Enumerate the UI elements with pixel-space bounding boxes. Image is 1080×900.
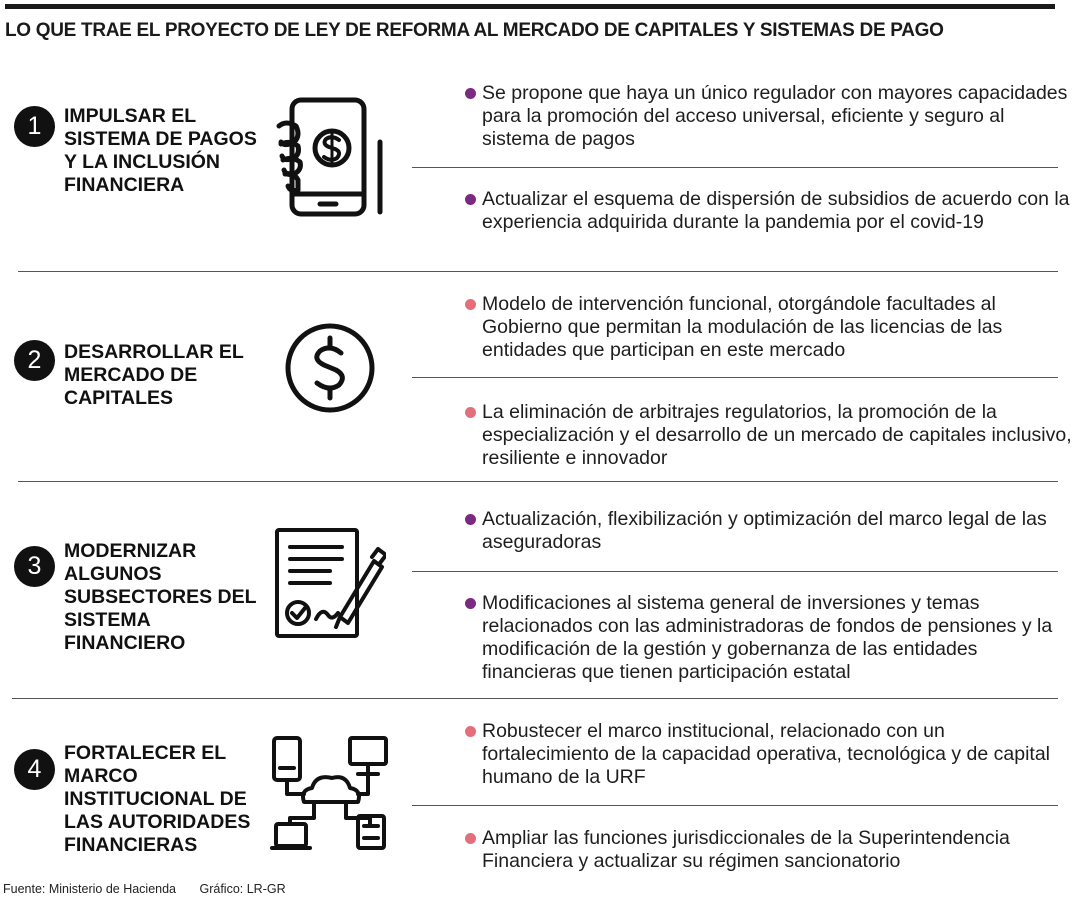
bullet-dot: [465, 514, 476, 525]
section-4-bullet-2: [464, 827, 1072, 873]
bullet-dot: [465, 299, 476, 310]
bullet-text: La eliminación de arbitrajes regulatorios, la promoción de la especialización y el desarrollo de un mercado de capitales inclusivo, resiliente e innovador: [482, 401, 1072, 469]
section-2-bullet-1: [464, 293, 1072, 362]
section-number-3: 3: [14, 546, 55, 587]
bullet-text: Modificaciones al sistema general de inversiones y temas relacionados con las administradoras de fondos de pensiones y la modificación de la gestión y gobernanza de las entidades financieras que tienen participación estatal: [482, 592, 1053, 683]
cloud-network-icon: [270, 734, 390, 852]
section-2-bullet-2: [464, 401, 1072, 470]
section-number-1: 1: [14, 106, 55, 147]
bullet-divider: [412, 167, 1058, 168]
source-credit: Fuente: Ministerio de Hacienda: [3, 882, 177, 896]
bullet-dot: [465, 833, 476, 844]
section-title-4: FORTALECER EL MARCO INSTITUCIONAL DE LAS AUTORIDADES FINANCIERAS: [64, 742, 251, 856]
top-rule: [5, 4, 1055, 9]
section-3-bullet-2: [464, 592, 1072, 684]
section-number-4: 4: [14, 749, 55, 790]
bullet-text: Se propone que haya un único regulador con mayores capacidades para la promoción del acceso universal, eficiente y seguro al sistema de pagos: [482, 82, 1068, 150]
bullet-text: Robustecer el marco institucional, relacionado con un fortalecimiento de la capacidad operativa, tecnológica y de capital humano de la URF: [482, 720, 1051, 788]
graphic-credit: Gráfico: LR-GR: [199, 882, 286, 896]
section-divider: [18, 481, 1058, 482]
section-divider: [12, 698, 1058, 699]
bullet-divider: [412, 377, 1058, 378]
bullet-text: Actualizar el esquema de dispersión de subsidios de acuerdo con la experiencia adquirida durante la pandemia por el covid-19: [482, 188, 1070, 233]
bullet-dot: [465, 726, 476, 737]
dollar-coin-icon: [284, 322, 376, 414]
section-title-2: DESARROLLAR EL MERCADO DE CAPITALES: [64, 341, 244, 409]
bullet-text: Actualización, flexibilización y optimización del marco legal de las aseguradoras: [482, 508, 1047, 553]
section-4-bullet-1: [464, 720, 1072, 789]
section-1-bullet-1: [464, 82, 1072, 151]
section-1-bullet-2: [464, 188, 1072, 234]
bullet-dot: [465, 598, 476, 609]
section-title-1: IMPULSAR EL SISTEMA DE PAGOS Y LA INCLUSIÓN FINANCIERA: [64, 105, 257, 196]
bullet-divider: [412, 571, 1058, 572]
section-divider: [18, 271, 1058, 272]
bullet-text: Modelo de intervención funcional, otorgándole facultades al Gobierno que permitan la modulación de las licencias de las entidades que participan en este mercado: [482, 293, 1003, 361]
document-pen-icon: [274, 527, 386, 639]
bullet-text: Ampliar las funciones jurisdiccionales de la Superintendencia Financiera y actualizar su régimen sancionatorio: [482, 827, 1010, 872]
bullet-dot: [465, 407, 476, 418]
section-title-3: MODERNIZAR ALGUNOS SUBSECTORES DEL SISTEMA FINANCIERO: [64, 540, 257, 654]
bullet-dot: [465, 194, 476, 205]
footer: [3, 882, 306, 896]
section-3-bullet-1: [464, 508, 1072, 554]
bullet-divider: [412, 805, 1058, 806]
hand-phone-dollar-icon: [276, 96, 386, 218]
section-number-2: 2: [14, 340, 55, 381]
page-title: LO QUE TRAE EL PROYECTO DE LEY DE REFORMA AL MERCADO DE CAPITALES Y SISTEMAS DE PAGO: [5, 20, 944, 41]
bullet-dot: [465, 88, 476, 99]
